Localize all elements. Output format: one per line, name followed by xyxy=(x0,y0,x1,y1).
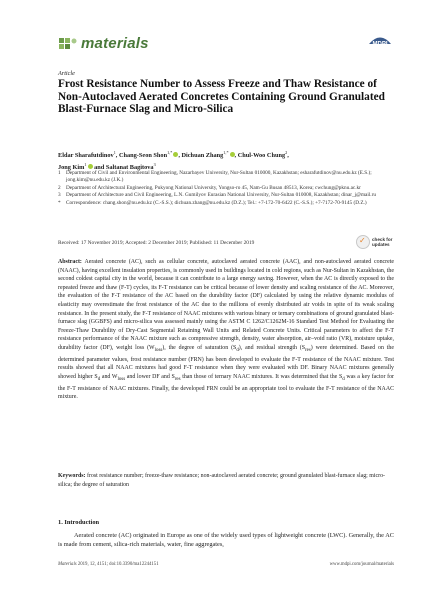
check-for-updates-button[interactable]: ✓ check for updates xyxy=(356,235,394,249)
orcid-icon[interactable] xyxy=(88,164,93,169)
affiliation-item: 3 Department of Architecture and Civil Engineering, L.N. Gumilyov Eurasian National University, Nur-Sultan 010008, Kazakhstan; dinar_j@mail.ru xyxy=(58,192,376,199)
journal-logo xyxy=(58,35,149,52)
correspondence: * Correspondence: chang.shon@nu.edu.kz (C.-S.S.); dichuan.zhang@nu.edu.kz (D.Z.); Tel.: +7-172-70-6422 (C.-S.S.); +7-7172-70-9145 (D.Z.) xyxy=(58,199,367,206)
article-type: Article xyxy=(58,70,75,77)
journal-logo-icon xyxy=(58,36,78,52)
citation: Materials 2019, 12, 4151; doi:10.3390/ma12244151 xyxy=(58,562,159,567)
paper-title: Frost Resistance Number to Assess Freeze and Thaw Resistance of Non-Autoclaved Aerated Concretes Containing Ground Granulated Blast-Furnace Slag and Micro-Silica xyxy=(58,78,385,116)
keywords-label: Keywords: xyxy=(58,473,86,479)
affiliations xyxy=(58,170,394,207)
mdpi-logo-icon xyxy=(366,33,394,47)
keywords: Keywords: frost resistance number; freeze-thaw resistance; non-autoclaved aerated concrete; ground granulated blast-furnace slag; micro-silica; the degree of saturation xyxy=(58,473,385,488)
journal-url[interactable]: www.mdpi.com/journal/materials xyxy=(329,562,394,567)
author: Dichuan Zhang xyxy=(181,152,224,160)
abstract: Abstract: Aerated concrete (AC), such as cellular concrete, autoclaved aerated concrete (AAC), and non-autoclaved aerated concrete (NAAC), having excellent insulation properties, is commonly used in buildings located in cold regions, such as Nur-Sultan in Kazakhstan, the second coldest capital city in the world, because it can contribute to a large energy saving. However, when the AC is directly exposed to the repeated freeze and thaw (F-T) cycles, its F-T resistance can be critical because of lower density and scaling resistance of the AC. Moreover, the evaluation of the F-T resistance of the AC based on the durability factor (DF) calculated by using the relative dynamic modulus of elasticity may overestimate the frost resistance of the AC due to the millions of evenly distributed air voids in spite of its weak scaling resistance. In the present study, the F-T resistance of NAAC mixtures with various binary or ternary combinations of ground granulated blast-furnace slag (GGBFS) and micro-silica was assessed mainly using the ASTM C 1262/C1262M-16 Standard Test Method for Evaluating the Freeze-Thaw Durability of Dry-Cast Segmental Retaining Wall Units and Related Concrete Units. Critical parameters to affect the F-T resistance performance of the NAAC mixture such as compressive strength, density, water absorption, air–void ratio (VR), moisture uptake, durability factor (DF), weight loss $(W_{loss})$, the degree of saturation $(S_d)$, and residual strength $(S_{res})$ were determined. Based on the determined parameter values, frost resistance number (FRN) has been developed to evaluate the F-T resistance of the NAAC mixture. Test results showed that all NAAC mixtures had good F-T resistance when they were evaluated with DF. Binary NAAC mixtures generally showed higher $S_d$ and $W_{loss}$ and lower DF and $S_{res}$ than those of ternary NAAC mixtures. It was determined that the $S_d$ was a key factor for the F-T resistance of NAAC mixtures. Finally, the developed FRN could be an appropriate tool to evaluate the F-T resistance of the NAAC mixture. xyxy=(58,259,394,401)
publisher-name: MDPI xyxy=(372,41,388,47)
author: Chul-Woo Chung xyxy=(237,152,286,160)
check-updates-icon: ✓ xyxy=(356,235,370,249)
author-list: Eldar Sharafutdinov$^1$, Chang-Seon Shon$^{1,*}$ , Dichuan Zhang$^{1,*}$ , Chul-Woo Chung$^2$, Jong Kim$^1$ and Saltanat Bagitova$^3$ xyxy=(58,150,289,171)
affiliation-item: 2 Department of Architectural Engineering, Pukyong National University, Yongso-ro 45, Nam-Gu Busan 48513, Korea; cwchung@pknu.ac.kr xyxy=(58,184,361,191)
publication-dates: Received: 17 November 2019; Accepted: 2 December 2019; Published: 11 December 2019 xyxy=(58,240,255,246)
page-footer xyxy=(58,562,394,567)
intro-paragraph: Aerated concrete (AC) originated in Europe as one of the widely used types of lightweight concrete (LWC). Generally, the AC is made from cement, silica-rich materials, water, fine aggregates, xyxy=(58,532,394,548)
author: Saltanat Bagitova xyxy=(105,163,154,171)
journal-name: materials xyxy=(81,35,149,52)
author: Eldar Sharafutdinov xyxy=(58,152,114,160)
orcid-icon[interactable] xyxy=(173,152,178,157)
author: Chang-Seon Shon xyxy=(118,152,168,160)
section-heading: 1. Introduction xyxy=(58,519,100,526)
abstract-label: Abstract: xyxy=(58,259,82,265)
author: Jong Kim xyxy=(58,163,85,171)
orcid-icon[interactable] xyxy=(230,152,235,157)
affiliation-item: 1 Department of Civil and Environmental Engineering, Nazarbayev University, Nur-Sultan 010000, Kazakhstan; esharafutdinov@nu.edu.kz (E.S.); jong.kim@nu.edu.kz (J.K.) xyxy=(58,170,372,184)
